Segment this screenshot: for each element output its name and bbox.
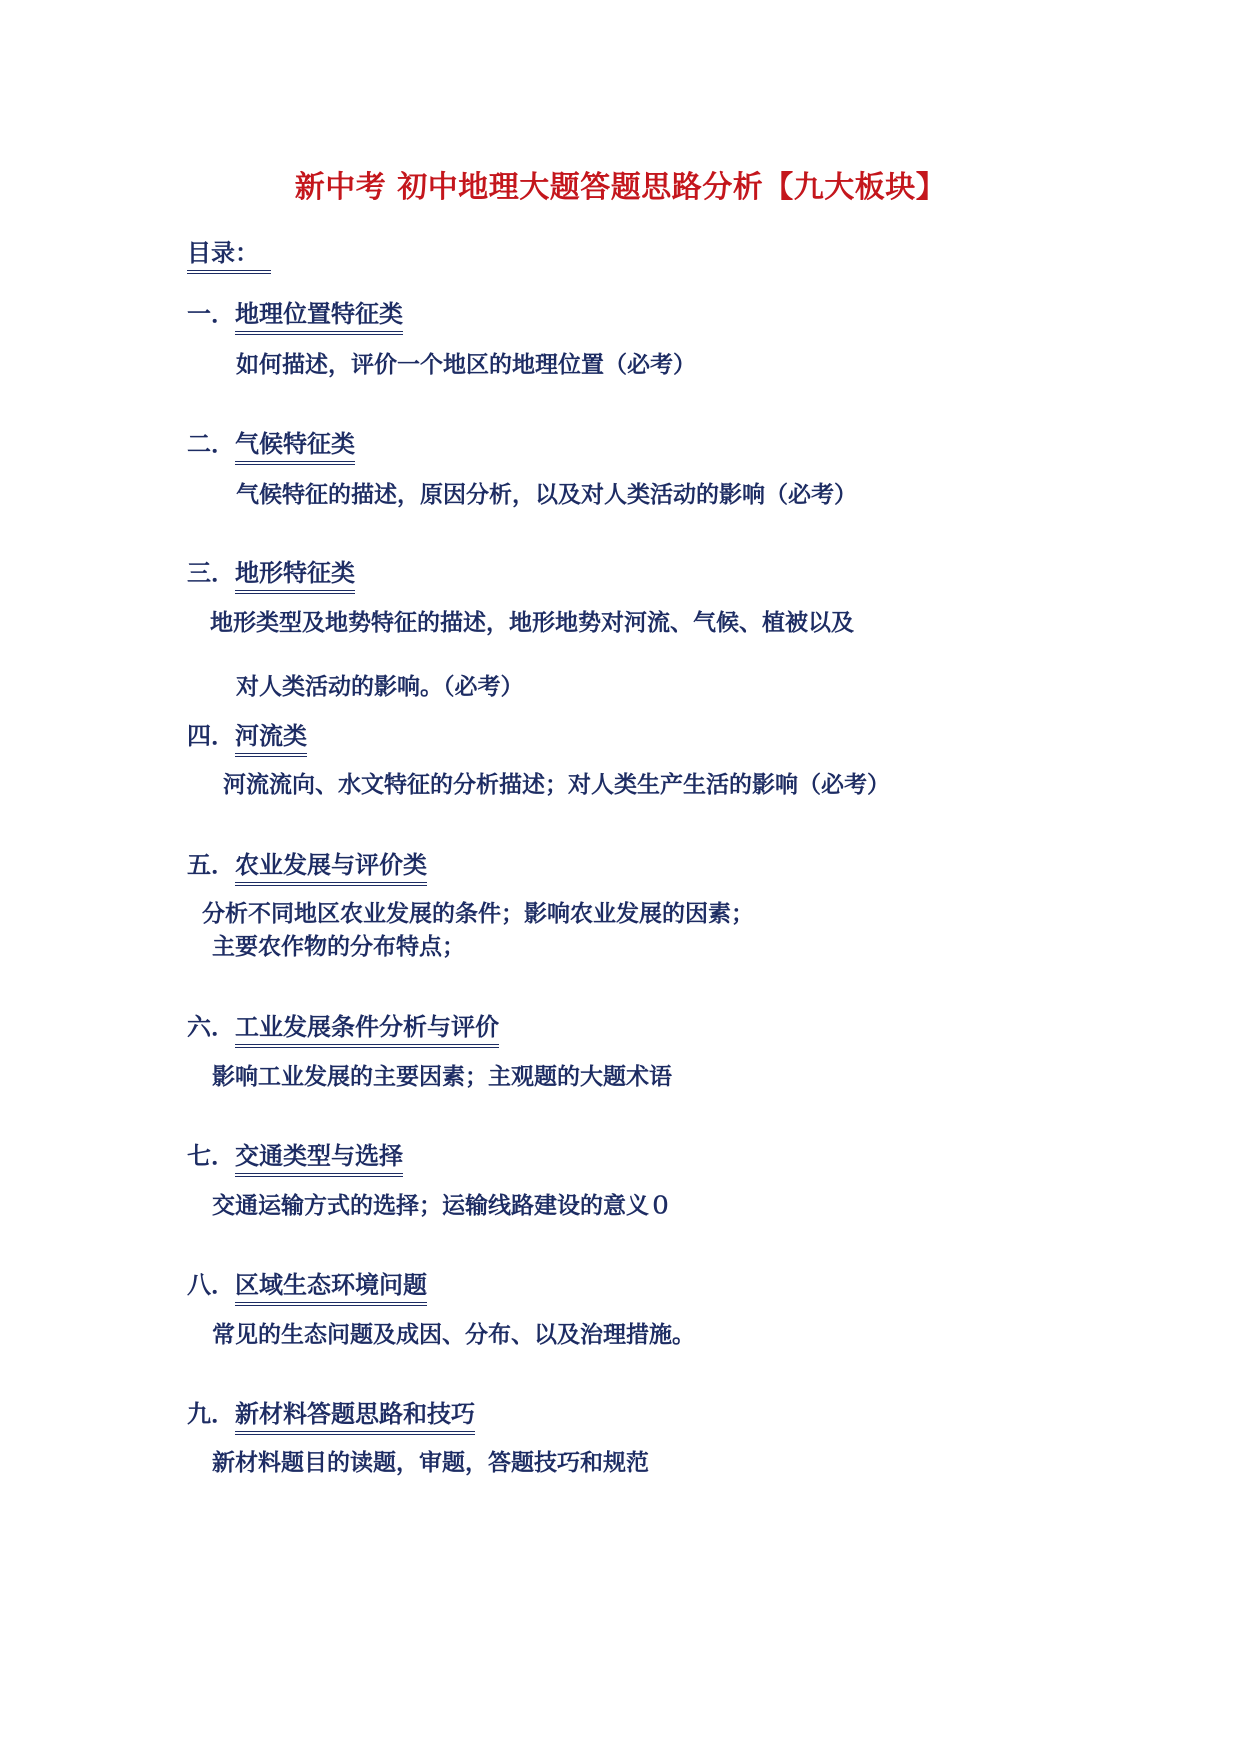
section-description: 河流流向、水文特征的分析描述；对人类生产生活的影响（必考） xyxy=(223,772,890,798)
section-number: 九． xyxy=(187,1400,235,1428)
section-description: 常见的生态问题及成因、分布、以及治理措施。 xyxy=(212,1322,695,1348)
section-title: 工业发展条件分析与评价 xyxy=(235,1007,499,1048)
section-number: 二． xyxy=(187,430,235,458)
section-description: 气候特征的描述，原因分析，以及对人类活动的影响（必考） xyxy=(236,482,857,508)
section-description: 主要农作物的分布特点； xyxy=(212,934,465,960)
section-number: 四． xyxy=(187,722,235,750)
section-description: 新材料题目的读题，审题，答题技巧和规范 xyxy=(212,1450,649,1476)
section-description: 影响工业发展的主要因素；主观题的大题术语 xyxy=(212,1064,672,1090)
section-title: 地形特征类 xyxy=(235,553,355,594)
section-heading-1 xyxy=(187,294,403,335)
section-description: 如何描述，评价一个地区的地理位置（必考） xyxy=(236,352,696,378)
section-heading-5 xyxy=(187,845,427,886)
section-heading-7 xyxy=(187,1136,403,1177)
section-title: 交通类型与选择 xyxy=(235,1136,403,1177)
section-heading-2 xyxy=(187,424,355,465)
section-description: 交通运输方式的选择；运输线路建设的意义０ xyxy=(212,1193,672,1219)
section-description: 分析不同地区农业发展的条件；影响农业发展的因素； xyxy=(202,901,754,927)
section-number: 六． xyxy=(187,1013,235,1041)
section-title: 河流类 xyxy=(235,716,307,757)
section-heading-6 xyxy=(187,1007,499,1048)
section-number: 七． xyxy=(187,1142,235,1170)
section-title: 区域生态环境问题 xyxy=(235,1265,427,1306)
section-heading-8 xyxy=(187,1265,427,1306)
section-number: 一． xyxy=(187,300,235,328)
section-heading-4 xyxy=(187,716,307,757)
section-description: 地形类型及地势特征的描述，地形地势对河流、气候、植被以及 xyxy=(210,610,854,636)
section-title: 新材料答题思路和技巧 xyxy=(235,1394,475,1435)
section-title: 地理位置特征类 xyxy=(235,294,403,335)
section-number: 三． xyxy=(187,559,235,587)
section-heading-9 xyxy=(187,1394,475,1435)
section-title: 气候特征类 xyxy=(235,424,355,465)
section-heading-3 xyxy=(187,553,355,594)
section-number: 五． xyxy=(187,851,235,879)
document-title: 新中考 初中地理大题答题思路分析【九大板块】 xyxy=(294,170,947,205)
section-title: 农业发展与评价类 xyxy=(235,845,427,886)
toc-heading: 目录： xyxy=(187,233,271,274)
section-number: 八． xyxy=(187,1271,235,1299)
section-description: 对人类活动的影响。（必考） xyxy=(236,674,524,700)
